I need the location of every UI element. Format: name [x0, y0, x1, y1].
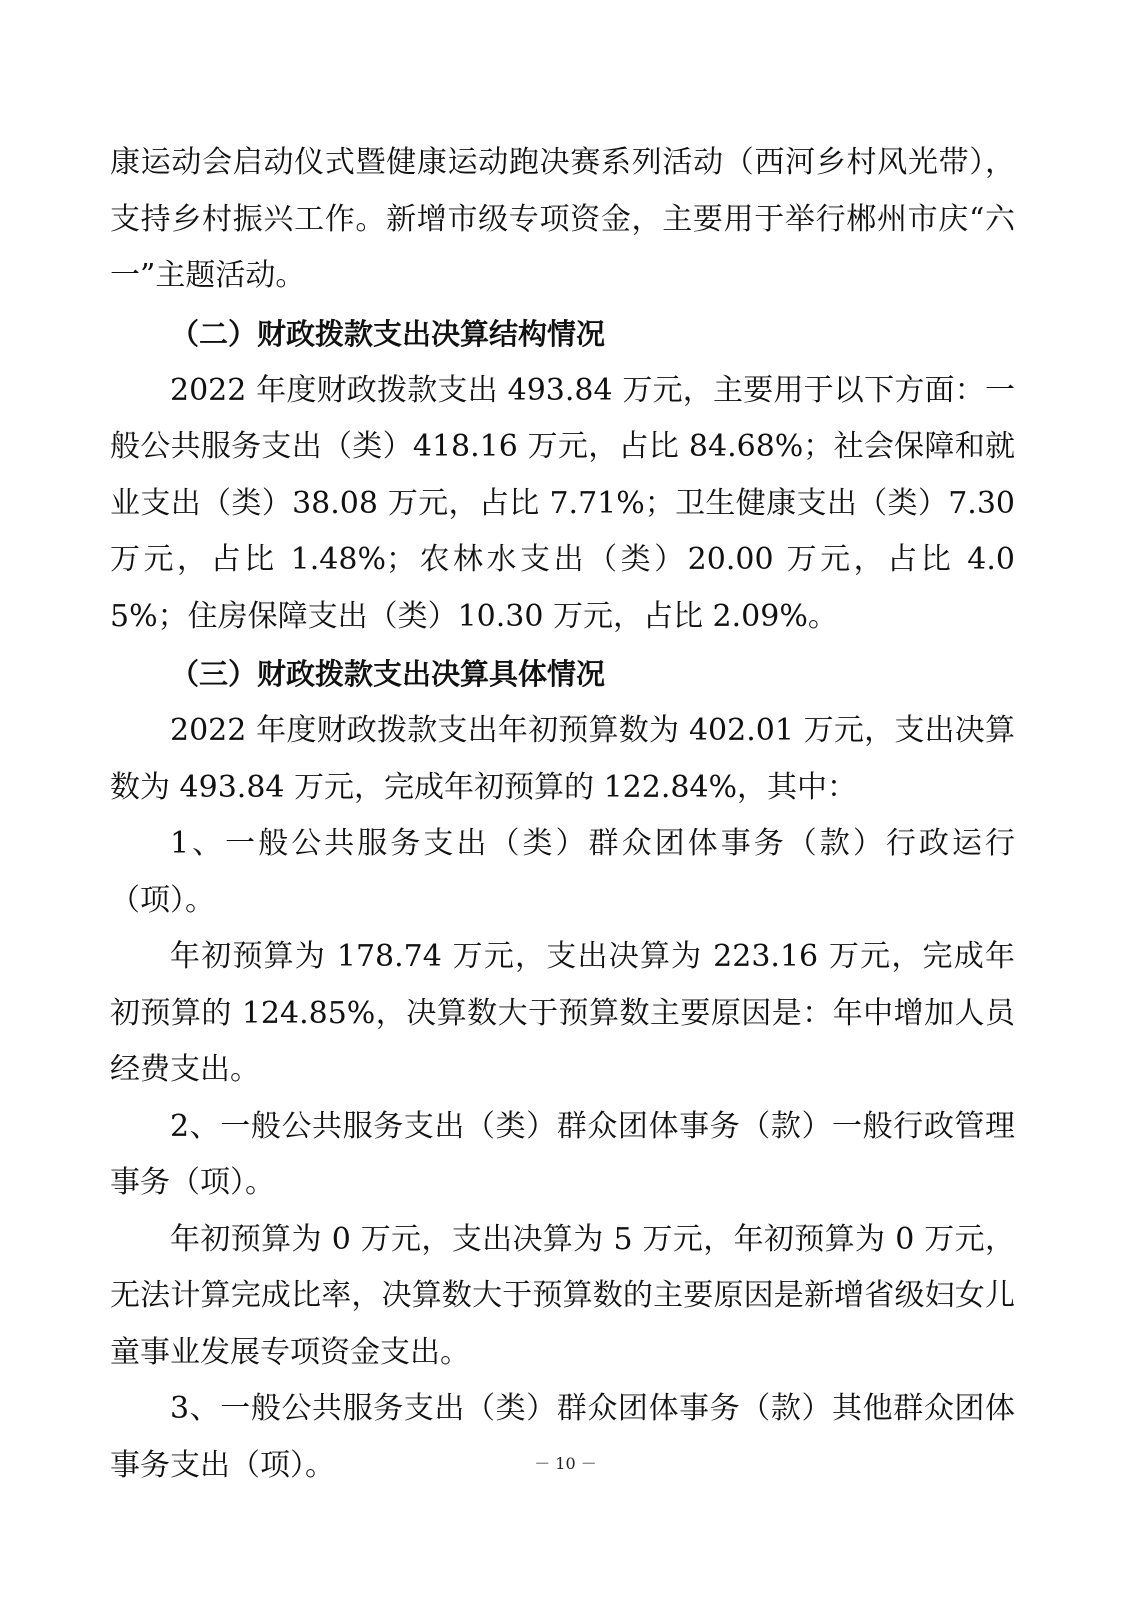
- item-1-detail: 年初预算为 178.74 万元，支出决算为 223.16 万元，完成年初预算的 124.85%，决算数大于预算数主要原因是：年中增加人员经费支出。: [110, 939, 1015, 1087]
- item-2-detail: 年初预算为 0 万元，支出决算为 5 万元，年初预算为 0 万元，无法计算完成比率，决算数大于预算数的主要原因是新增省级妇女儿童事业发展专项资金支出。: [110, 1221, 1015, 1370]
- item-3-title: 3、一般公共服务支出（类）群众团体事务（款）其他群众团体事务支出（项）。: [110, 1391, 1015, 1483]
- page-number: － 10 －: [534, 1454, 597, 1473]
- item-2-title: 2、一般公共服务支出（类）群众团体事务（款）一般行政管理事务（项）。: [110, 1108, 1015, 1200]
- section-heading-details: （三）财政拨款支出决算具体情况: [170, 657, 606, 691]
- item-1-title: 1、一般公共服务支出（类）群众团体事务（款）行政运行（项）。: [110, 826, 1015, 918]
- paragraph-continuation: 康运动会启动仪式暨健康运动跑决赛系列活动（西河乡村风光带），支持乡村振兴工作。新增市级专项资金，主要用于举行郴州市庆“六一”主题活动。: [110, 145, 1015, 293]
- document-body: [110, 135, 1015, 1494]
- paragraph-expenditure-structure: 2022 年度财政拨款支出 493.84 万元，主要用于以下方面：一般公共服务支出（类）418.16 万元，占比 84.68%；社会保障和就业支出（类）38.08 万元，占比 7.71%；卫生健康支出（类）7.30 万元，占比 1.48%；农林水支出（类）20.00 万元，占比 4.05%；住房保障支出（类）10.30 万元，占比 2.09%。: [110, 372, 1015, 634]
- paragraph-budget-summary: 2022 年度财政拨款支出年初预算数为 402.01 万元，支出决算数为 493.84 万元，完成年初预算的 122.84%，其中：: [110, 713, 1015, 805]
- section-heading-structure: （二）财政拨款支出决算结构情况: [170, 316, 606, 351]
